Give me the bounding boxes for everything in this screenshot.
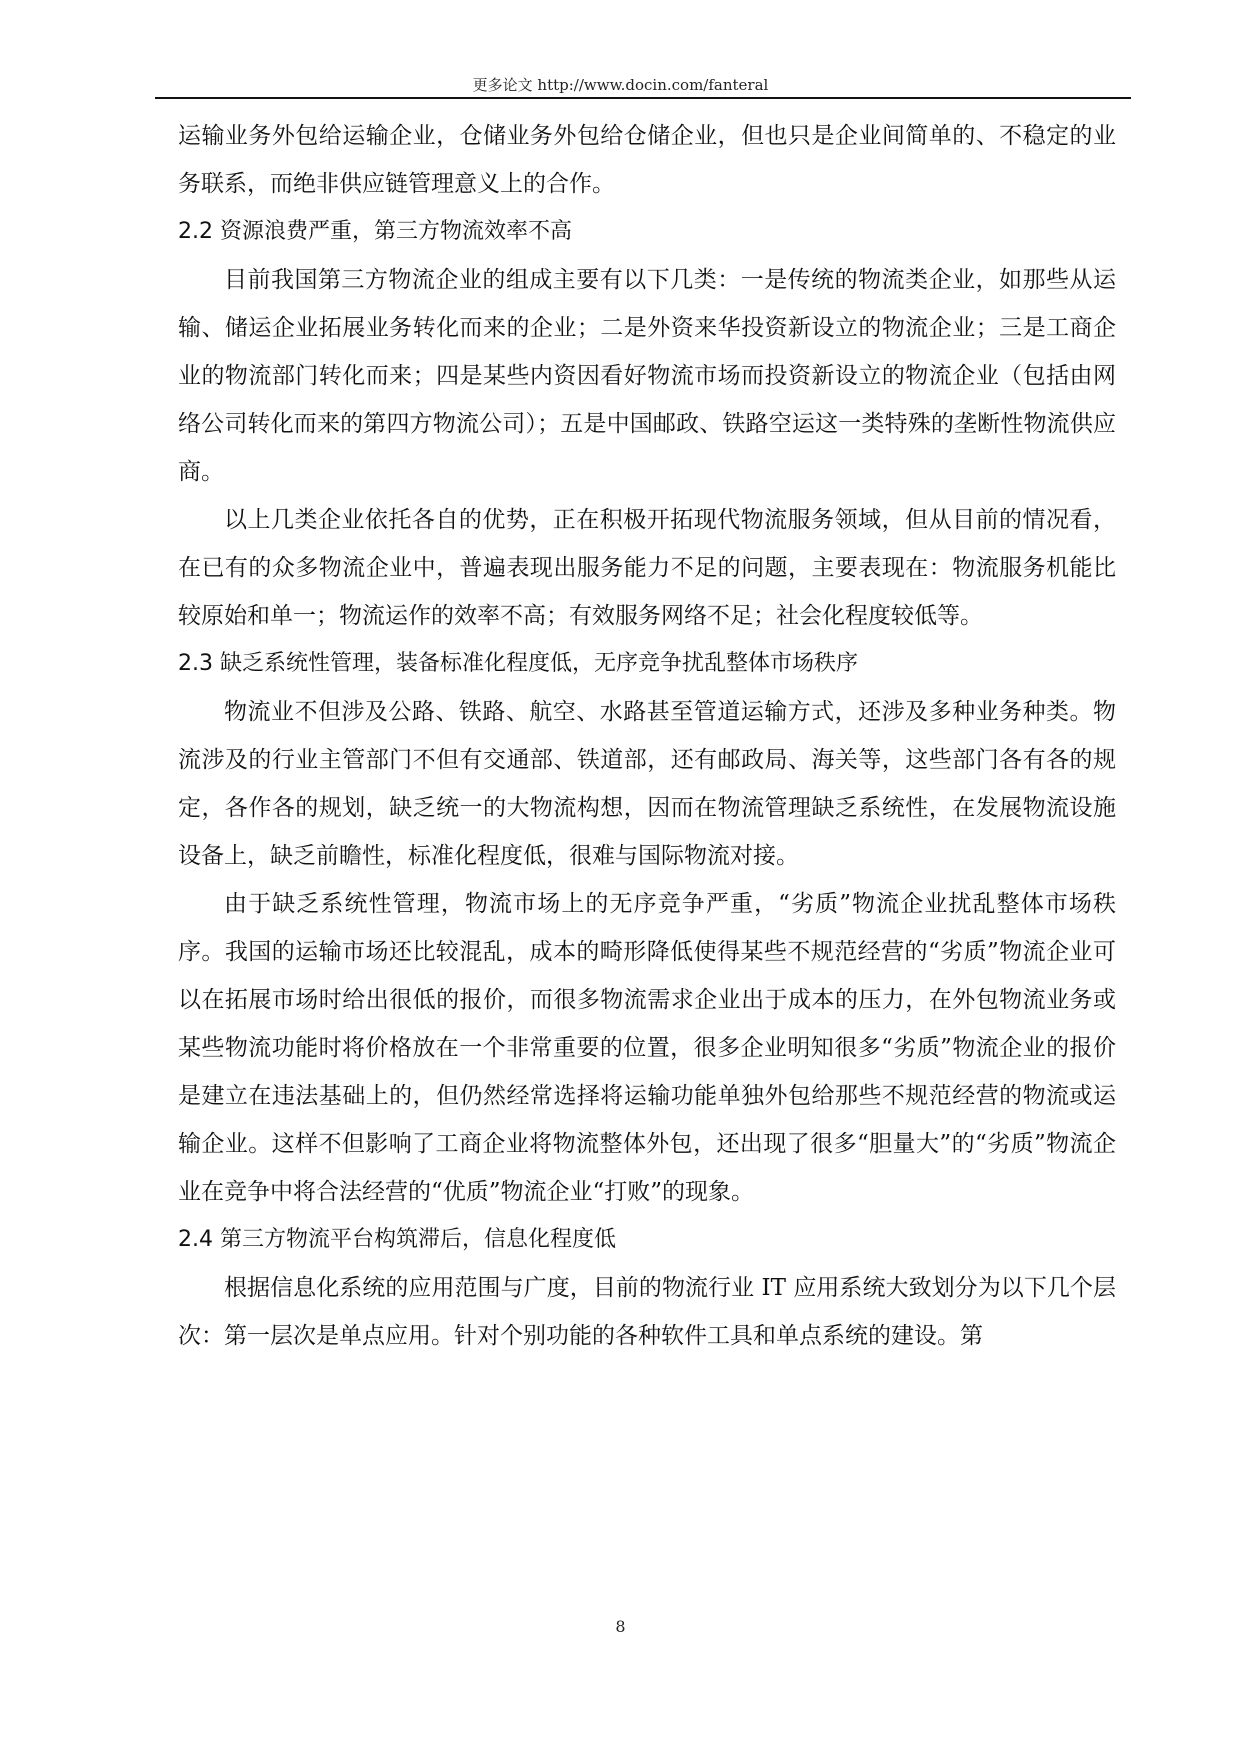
- page-number: 8: [615, 1617, 626, 1636]
- section-heading-2-3: 2.3 缺乏系统性管理，装备标准化程度低，无序竞争扰乱整体市场秩序: [178, 651, 858, 676]
- document-body: [178, 112, 1116, 1360]
- section-heading-2-2: 2.2 资源浪费严重，第三方物流效率不高: [178, 219, 572, 244]
- paragraph: 由于缺乏系统性管理，物流市场上的无序竞争严重，“劣质”物流企业扰乱整体市场秩序。我国的运输市场还比较混乱，成本的畸形降低使得某些不规范经营的“劣质”物流企业可以在拓展市场时给出很低的报价，而很多物流需求企业出于成本的压力，在外包物流业务或某些物流功能时将价格放在一个非常重要的位置，很多企业明知很多“劣质”物流企业的报价是建立在违法基础上的，但仍然经常选择将运输功能单独外包给那些不规范经营的物流或运输企业。这样不但影响了工商企业将物流整体外包，还出现了很多“胆量大”的“劣质”物流企业在竞争中将合法经营的“优质”物流企业“打败”的现象。: [178, 891, 1116, 1205]
- page-header: 更多论文 http://www.docin.com/fanteral: [472, 76, 769, 94]
- paragraph: 目前我国第三方物流企业的组成主要有以下几类：一是传统的物流类企业，如那些从运输、储运企业拓展业务转化而来的企业；二是外资来华投资新设立的物流企业；三是工商企业的物流部门转化而来；四是某些内资因看好物流市场而投资新设立的物流企业（包括由网络公司转化而来的第四方物流公司）；五是中国邮政、铁路空运这一类特殊的垄断性物流供应商。: [178, 267, 1116, 485]
- paragraph-continued: 运输业务外包给运输企业，仓储业务外包给仓储企业，但也只是企业间简单的、不稳定的业务联系，而绝非供应链管理意义上的合作。: [178, 123, 1116, 197]
- header-rule: [155, 97, 1131, 99]
- paragraph: 根据信息化系统的应用范围与广度，目前的物流行业 IT 应用系统大致划分为以下几个层次：第一层次是单点应用。针对个别功能的各种软件工具和单点系统的建设。第: [178, 1275, 1116, 1349]
- paragraph: 物流业不但涉及公路、铁路、航空、水路甚至管道运输方式，还涉及多种业务种类。物流涉及的行业主管部门不但有交通部、铁道部，还有邮政局、海关等，这些部门各有各的规定，各作各的规划，缺乏统一的大物流构想，因而在物流管理缺乏系统性，在发展物流设施设备上，缺乏前瞻性，标准化程度低，很难与国际物流对接。: [178, 699, 1116, 869]
- paragraph: 以上几类企业依托各自的优势，正在积极开拓现代物流服务领域，但从目前的情况看，在已有的众多物流企业中，普遍表现出服务能力不足的问题，主要表现在：物流服务机能比较原始和单一；物流运作的效率不高；有效服务网络不足；社会化程度较低等。: [178, 507, 1116, 629]
- section-heading-2-4: 2.4 第三方物流平台构筑滞后，信息化程度低: [178, 1227, 616, 1252]
